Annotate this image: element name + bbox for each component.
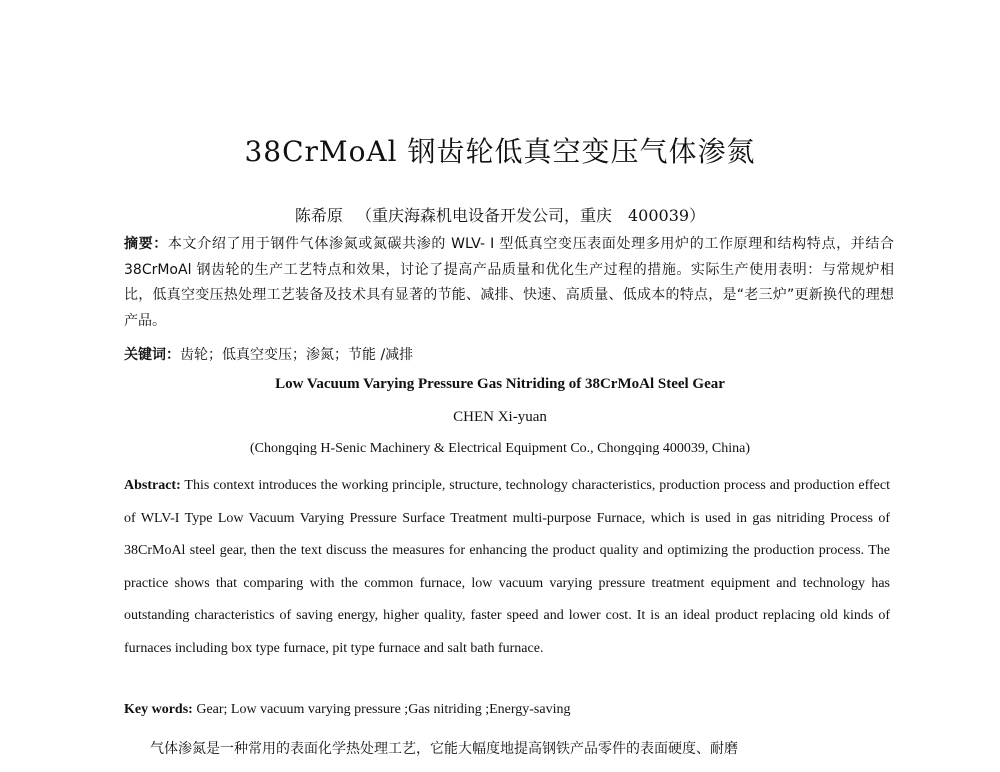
abstract-label-chinese: 摘要：	[124, 236, 168, 252]
keywords-label-chinese: 关键词：	[124, 347, 180, 363]
keywords-label-english: Key words:	[124, 702, 193, 717]
affiliation-english: (Chongqing H-Senic Machinery & Electrical Equipment Co., Chongqing 400039, China)	[249, 441, 751, 456]
keywords-text-chinese: 齿轮；低真空变压；渗氮；节能 /减排	[180, 347, 414, 363]
title-english: Low Vacuum Varying Pressure Gas Nitriding of 38CrMoAl Steel Gear	[275, 376, 725, 392]
abstract-chinese	[124, 232, 894, 334]
abstract-text-chinese: 本文介绍了用于钢件气体渗氮或氮碳共渗的 WLV- I 型低真空变压表面处理多用炉的工作原理和结构特点，并结合 38CrMoAl 钢齿轮的生产工艺特点和效果，讨论了提高产品质量和优化生产过程的措施。实际生产使用表明：与常规炉相比，低真空变压热处理工艺装备及技术具有显著的节能、减排、快速、高质量、低成本的特点，是“老三炉”更新换代的理想产品。	[124, 236, 895, 329]
author-name-chinese: 陈希原	[294, 206, 343, 225]
keywords-chinese	[124, 344, 413, 364]
body-text-start	[150, 741, 910, 760]
author-english: CHEN Xi-yuan	[453, 409, 547, 425]
body-text-first-line: 气体渗氮是一种常用的表面化学热处理工艺，它能大幅度地提高钢铁产品零件的表面硬度、耐磨	[150, 741, 738, 757]
author-affiliation-chinese: （重庆海森机电设备开发公司，重庆 400039）	[356, 206, 706, 225]
abstract-label-english: Abstract:	[124, 478, 181, 493]
author-line-chinese	[0, 203, 1000, 226]
keywords-text-english: Gear; Low vacuum varying pressure ;Gas nitriding ;Energy-saving	[196, 702, 571, 717]
abstract-text-english: This context introduces the working principle, structure, technology characteristics, production process and production effect of WLV-I Type Low Vacuum Varying Pressure Surface Treatment multi-purpose Furnace, which is used in gas nitriding Process of 38CrMoAl steel gear, then the text discuss the measures for enhancing the product quality and optimizing the production process. The practice shows that comparing with the common furnace, low vacuum varying pressure treatment equipment and technology has outstanding characteristics of saving energy, higher quality, faster speed and lower cost. It is an ideal product replacing old kinds of furnaces including box type furnace, pit type furnace and salt bath furnace.	[124, 478, 890, 656]
keywords-english	[124, 702, 570, 718]
title-chinese: 38CrMoAl 钢齿轮低真空变压气体渗氮	[244, 135, 756, 168]
abstract-english	[124, 470, 890, 665]
